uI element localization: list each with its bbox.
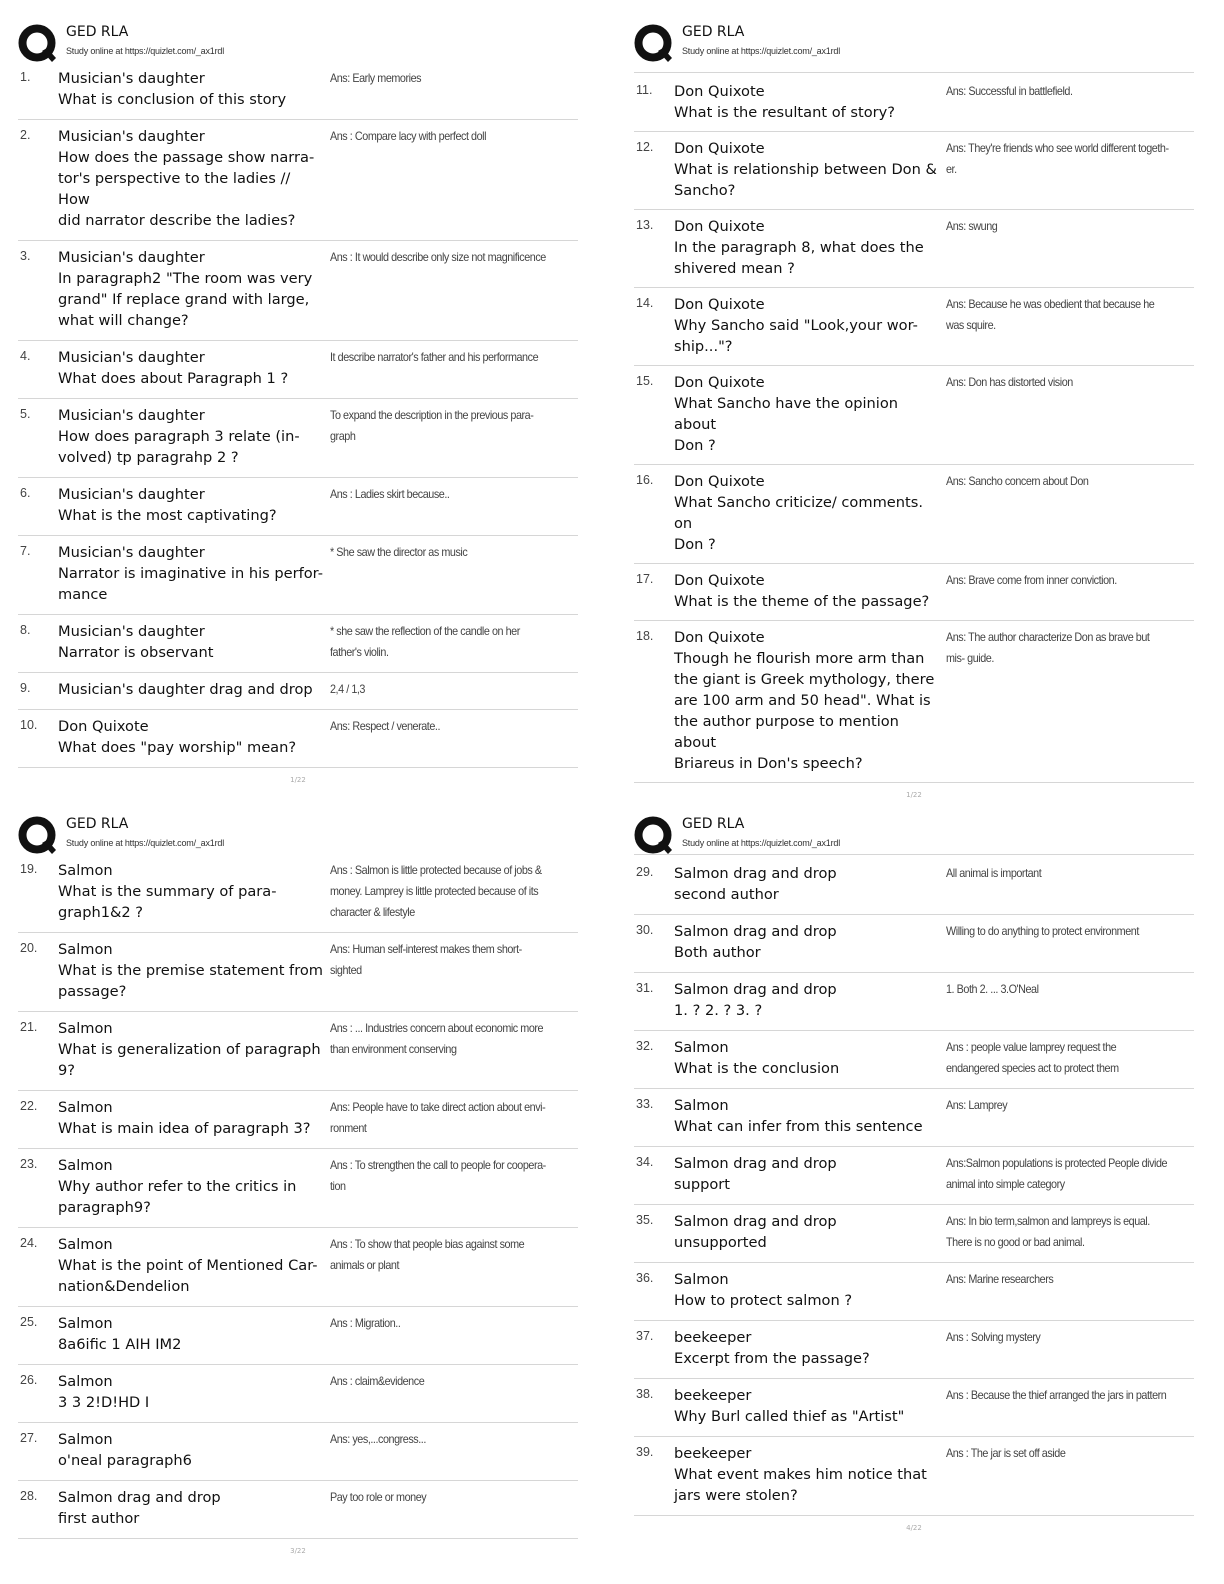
card-term (58, 1371, 330, 1413)
term-line: tor's perspective to the ladies // How (58, 170, 291, 208)
study-online-link[interactable]: Study online at https://quizlet.com/_ax1rdl (66, 46, 224, 56)
card-definition: Ans:Salmon populations is protected People divide animal into simple category (946, 1156, 1168, 1191)
term-line: did narrator describe the ladies? (58, 212, 296, 229)
term-line: the giant is Greek mythology, there (674, 671, 935, 688)
card-term (58, 405, 330, 468)
term-line: 3 3 2!D!HD I (58, 1394, 150, 1411)
page-number: 1/22 (906, 791, 922, 799)
term-line: Why Burl called thief as "Artist" (674, 1408, 905, 1425)
page-4 (634, 812, 1194, 1532)
flashcard-row (18, 1365, 578, 1423)
term-line: beekeeper (674, 1387, 752, 1404)
term-line: Salmon (58, 941, 113, 958)
card-definition: Ans: They're friends who see world different togeth- er. (946, 141, 1169, 176)
card-definition: Ans: Respect / venerate.. (330, 719, 441, 733)
card-term (58, 939, 330, 1002)
card-number: 23. (20, 1157, 38, 1171)
card-term (58, 1018, 330, 1081)
flashcard-row (634, 1263, 1194, 1321)
card-term (674, 1443, 946, 1506)
card-number: 31. (636, 981, 654, 995)
card-term (674, 979, 946, 1021)
term-line: What does about Paragraph 1 ? (58, 370, 289, 387)
card-definition: Ans : ... Industries concern about economic more than environment conserving (330, 1021, 544, 1056)
page-number: 1/22 (290, 776, 306, 784)
card-number: 7. (20, 544, 31, 558)
flashcard-row (634, 288, 1194, 366)
term-line: Musician's daughter (58, 544, 205, 561)
term-line: Briareus in Don's speech? (674, 755, 863, 772)
card-definition: Ans: Lamprey (946, 1098, 1008, 1112)
card-definition: Ans: Because he was obedient that because he was squire. (946, 297, 1155, 332)
term-line: 8a6ific 1 AIH IM2 (58, 1336, 182, 1353)
flashcard-list (634, 854, 1194, 1516)
flashcard-row (18, 1481, 578, 1539)
flashcard-row (634, 1321, 1194, 1379)
card-term (58, 1487, 330, 1529)
card-term (674, 216, 946, 279)
term-line: shivered mean ? (674, 260, 795, 277)
term-line: 9? (58, 1062, 76, 1079)
term-line: Don Quixote (674, 296, 765, 313)
page-number: 3/22 (290, 1547, 306, 1555)
term-line: Musician's daughter (58, 249, 205, 266)
card-definition: Ans: In bio term,salmon and lampreys is equal. There is no good or bad animal. (946, 1214, 1150, 1249)
card-number: 37. (636, 1329, 654, 1343)
term-line: Salmon drag and drop (674, 981, 837, 998)
term-line: paragraph9? (58, 1199, 151, 1216)
card-definition: Ans : Salmon is little protected because of jobs & money. Lamprey is little protected because of its character & lifestyle (330, 863, 542, 919)
term-line: What is the theme of the passage? (674, 593, 930, 610)
term-line: What is the summary of para- (58, 883, 277, 900)
card-term (674, 863, 946, 905)
card-number: 8. (20, 623, 31, 637)
flashcard-row (634, 915, 1194, 973)
flashcard-row (18, 478, 578, 536)
card-definition: Ans : Migration.. (330, 1316, 401, 1330)
card-term (674, 1211, 946, 1253)
term-line: How does paragraph 3 relate (in- (58, 428, 300, 445)
card-term (58, 68, 330, 110)
card-number: 33. (636, 1097, 654, 1111)
term-line: Narrator is imaginative in his perfor- (58, 565, 324, 582)
term-line: 1. ? 2. ? 3. ? (674, 1002, 763, 1019)
page-2 (634, 20, 1194, 799)
flashcard-row (18, 536, 578, 615)
quizlet-logo-icon (18, 24, 56, 62)
term-line: Salmon drag and drop (674, 1155, 837, 1172)
term-line: Salmon (674, 1271, 729, 1288)
card-term (674, 138, 946, 201)
card-number: 18. (636, 629, 654, 643)
card-term (58, 126, 330, 231)
card-definition: 1. Both 2. ... 3.O'Neal (946, 982, 1039, 996)
flashcard-row (634, 210, 1194, 288)
flashcard-row (634, 366, 1194, 465)
card-term (674, 1037, 946, 1079)
card-term (58, 679, 330, 700)
card-definition: Ans: Marine researchers (946, 1272, 1054, 1286)
term-line: What event makes him notice that (674, 1466, 927, 1483)
card-term (674, 372, 946, 456)
term-line: Don Quixote (674, 218, 765, 235)
card-number: 30. (636, 923, 654, 937)
card-number: 27. (20, 1431, 38, 1445)
card-number: 4. (20, 349, 31, 363)
term-line: mance (58, 586, 108, 603)
card-definition: Ans: People have to take direct action about envi- ronment (330, 1100, 546, 1135)
flashcard-row (18, 852, 578, 933)
card-term (58, 860, 330, 923)
flashcard-row (634, 564, 1194, 621)
card-number: 13. (636, 218, 654, 232)
term-line: What is the point of Mentioned Car- (58, 1257, 318, 1274)
term-line: Salmon (58, 1431, 113, 1448)
term-line: Don ? (674, 437, 716, 454)
card-definition: Ans : Solving mystery (946, 1330, 1041, 1344)
card-term (58, 716, 330, 758)
card-number: 12. (636, 140, 654, 154)
term-line: Though he flourish more arm than (674, 650, 925, 667)
term-line: What is the resultant of story? (674, 104, 896, 121)
flashcard-row (634, 1089, 1194, 1147)
term-line: What can infer from this sentence (674, 1118, 923, 1135)
study-online-link[interactable]: Study online at https://quizlet.com/_ax1rdl (682, 838, 840, 848)
study-online-link[interactable]: Study online at https://quizlet.com/_ax1rdl (682, 46, 840, 56)
term-line: nation&Dendelion (58, 1278, 190, 1295)
flashcard-row (18, 241, 578, 341)
term-line: support (674, 1176, 731, 1193)
flashcard-list (634, 72, 1194, 783)
quizlet-logo-icon (18, 816, 56, 854)
card-term (674, 294, 946, 357)
term-line: Salmon (58, 1020, 113, 1037)
term-line: What is the most captivating? (58, 507, 277, 524)
flashcard-row (634, 132, 1194, 210)
card-definition: * She saw the director as music (330, 545, 468, 559)
card-term (58, 1097, 330, 1139)
set-title: GED RLA (66, 24, 129, 40)
flashcard-row (634, 465, 1194, 564)
card-definition: Ans : The jar is set off aside (946, 1446, 1066, 1460)
term-line: Don Quixote (674, 572, 765, 589)
card-term (674, 1327, 946, 1369)
card-definition: Ans : Because the thief arranged the jars in pattern (946, 1388, 1167, 1402)
term-line: How to protect salmon ? (674, 1292, 853, 1309)
term-line: What is relationship between Don & (674, 161, 937, 178)
flashcard-row (18, 1012, 578, 1091)
term-line: Both author (674, 944, 761, 961)
card-number: 34. (636, 1155, 654, 1169)
term-line: Musician's daughter (58, 623, 205, 640)
page-header (634, 20, 1194, 60)
term-line: o'neal paragraph6 (58, 1452, 192, 1469)
card-definition: Ans : people value lamprey request the endangered species act to protect them (946, 1040, 1119, 1075)
card-definition: * she saw the reflection of the candle on her father's violin. (330, 624, 520, 659)
term-line: Narrator is observant (58, 644, 214, 661)
term-line: What Sancho criticize/ comments. on (674, 494, 923, 532)
card-term (674, 471, 946, 555)
card-number: 22. (20, 1099, 38, 1113)
flashcard-row (634, 73, 1194, 132)
card-definition: Ans : Compare lacy with perfect doll (330, 129, 487, 143)
term-line: beekeeper (674, 1329, 752, 1346)
card-number: 6. (20, 486, 31, 500)
card-definition: 2,4 / 1,3 (330, 682, 365, 696)
card-term (674, 1385, 946, 1427)
term-line: beekeeper (674, 1445, 752, 1462)
flashcard-row (634, 855, 1194, 915)
flashcard-row (18, 933, 578, 1012)
card-definition: Ans: Don has distorted vision (946, 375, 1073, 389)
page-header (634, 812, 1194, 852)
term-line: Musician's daughter (58, 486, 205, 503)
card-term (674, 81, 946, 123)
term-line: Salmon (58, 1099, 113, 1116)
term-line: passage? (58, 983, 127, 1000)
card-number: 17. (636, 572, 654, 586)
term-line: Salmon (58, 1373, 113, 1390)
card-number: 19. (20, 862, 38, 876)
card-definition: Ans: The author characterize Don as brave but mis- guide. (946, 630, 1150, 665)
term-line: Musician's daughter (58, 407, 205, 424)
flashcard-row (18, 1091, 578, 1149)
term-line: the author purpose to mention about (674, 713, 899, 751)
term-line: grand" If replace grand with large, (58, 291, 310, 308)
card-term (674, 570, 946, 612)
term-line: What is main idea of paragraph 3? (58, 1120, 311, 1137)
card-term (674, 1153, 946, 1195)
flashcard-row (18, 615, 578, 673)
term-line: Musician's daughter (58, 128, 205, 145)
card-number: 35. (636, 1213, 654, 1227)
term-line: What is generalization of paragraph (58, 1041, 321, 1058)
term-line: Don Quixote (674, 629, 765, 646)
flashcard-row (18, 673, 578, 710)
card-number: 39. (636, 1445, 654, 1459)
card-term (674, 627, 946, 774)
card-definition: To expand the description in the previous para- graph (330, 408, 534, 443)
flashcard-row (634, 1031, 1194, 1089)
term-line: Don ? (674, 536, 716, 553)
card-number: 5. (20, 407, 31, 421)
card-term (58, 247, 330, 331)
card-definition: All animal is important (946, 866, 1042, 880)
card-number: 24. (20, 1236, 38, 1250)
set-title: GED RLA (66, 816, 129, 832)
flashcard-row (634, 621, 1194, 783)
set-title: GED RLA (682, 24, 745, 40)
card-term (58, 1429, 330, 1471)
set-title: GED RLA (682, 816, 745, 832)
flashcard-row (18, 1228, 578, 1307)
term-line: Don Quixote (674, 374, 765, 391)
page-number: 4/22 (906, 1524, 922, 1532)
term-line: In paragraph2 "The room was very (58, 270, 313, 287)
term-line: What is the conclusion (674, 1060, 840, 1077)
card-term (58, 1313, 330, 1355)
card-number: 14. (636, 296, 654, 310)
flashcard-row (18, 341, 578, 399)
term-line: Don Quixote (674, 140, 765, 157)
card-term (58, 1155, 330, 1218)
term-line: are 100 arm and 50 head". What is (674, 692, 931, 709)
card-number: 10. (20, 718, 38, 732)
flashcard-row (634, 1147, 1194, 1205)
term-line: first author (58, 1510, 140, 1527)
card-definition: Ans: Sancho concern about Don (946, 474, 1089, 488)
card-term (674, 921, 946, 963)
term-line: What is the premise statement from (58, 962, 324, 979)
card-definition: It describe narrator's father and his performance (330, 350, 539, 364)
card-term (58, 542, 330, 605)
term-line: Salmon (674, 1097, 729, 1114)
card-number: 1. (20, 70, 31, 84)
card-definition: Ans : claim&evidence (330, 1374, 425, 1388)
term-line: Salmon (58, 1315, 113, 1332)
card-term (58, 621, 330, 663)
card-term (674, 1095, 946, 1137)
flashcard-row (18, 1307, 578, 1365)
term-line: Excerpt from the passage? (674, 1350, 870, 1367)
term-line: Salmon (58, 1236, 113, 1253)
term-line: How does the passage show narra- (58, 149, 315, 166)
term-line: jars were stolen? (674, 1487, 798, 1504)
card-number: 9. (20, 681, 31, 695)
term-line: Don Quixote (674, 83, 765, 100)
term-line: Salmon drag and drop (674, 865, 837, 882)
flashcard-list (18, 60, 578, 768)
card-definition: Ans : To show that people bias against some animals or plant (330, 1237, 525, 1272)
term-line: Musician's daughter drag and drop (58, 681, 313, 698)
term-line: What does "pay worship" mean? (58, 739, 297, 756)
card-number: 25. (20, 1315, 38, 1329)
page-1 (18, 20, 578, 784)
term-line: Musician's daughter (58, 349, 205, 366)
term-line: Salmon drag and drop (674, 1213, 837, 1230)
card-number: 21. (20, 1020, 38, 1034)
study-online-link[interactable]: Study online at https://quizlet.com/_ax1rdl (66, 838, 224, 848)
flashcard-row (634, 1437, 1194, 1516)
term-line: second author (674, 886, 779, 903)
card-definition: Ans : Ladies skirt because.. (330, 487, 450, 501)
term-line: unsupported (674, 1234, 767, 1251)
card-term (58, 347, 330, 389)
card-number: 3. (20, 249, 31, 263)
term-line: Don Quixote (674, 473, 765, 490)
page-header (18, 20, 578, 60)
card-term (58, 1234, 330, 1297)
card-number: 32. (636, 1039, 654, 1053)
flashcard-row (18, 710, 578, 768)
card-number: 38. (636, 1387, 654, 1401)
term-line: Salmon drag and drop (674, 923, 837, 940)
term-line: What Sancho have the opinion about (674, 395, 899, 433)
card-definition: Ans: Brave come from inner conviction. (946, 573, 1117, 587)
flashcard-row (634, 973, 1194, 1031)
card-definition: Ans: yes,...congress... (330, 1432, 426, 1446)
card-definition: Ans : To strengthen the call to people for coopera- tion (330, 1158, 546, 1193)
term-line: What is conclusion of this story (58, 91, 287, 108)
term-line: ship..."? (674, 338, 733, 355)
quizlet-logo-icon (634, 24, 672, 62)
page-header (18, 812, 578, 852)
term-line: what will change? (58, 312, 189, 329)
term-line: Why author refer to the critics in (58, 1178, 297, 1195)
card-number: 26. (20, 1373, 38, 1387)
card-number: 15. (636, 374, 654, 388)
card-number: 20. (20, 941, 38, 955)
page-3 (18, 812, 578, 1555)
card-number: 29. (636, 865, 654, 879)
card-term (58, 484, 330, 526)
term-line: Salmon (58, 1157, 113, 1174)
card-definition: Ans: Successful in battlefield. (946, 84, 1073, 98)
flashcard-row (18, 60, 578, 120)
card-number: 11. (636, 83, 653, 97)
card-definition: Ans: swung (946, 219, 998, 233)
term-line: Why Sancho said "Look,your wor- (674, 317, 918, 334)
term-line: Sancho? (674, 182, 736, 199)
card-number: 2. (20, 128, 31, 142)
term-line: Salmon drag and drop (58, 1489, 221, 1506)
card-definition: Willing to do anything to protect environment (946, 924, 1139, 938)
card-term (674, 1269, 946, 1311)
term-line: Salmon (674, 1039, 729, 1056)
card-definition: Ans: Early memories (330, 71, 422, 85)
flashcard-list (18, 852, 578, 1539)
card-definition: Ans: Human self-interest makes them short-sighted (330, 942, 522, 977)
flashcard-row (18, 399, 578, 478)
term-line: Musician's daughter (58, 70, 205, 87)
card-number: 28. (20, 1489, 38, 1503)
card-number: 16. (636, 473, 654, 487)
flashcard-row (18, 1149, 578, 1228)
flashcard-row (18, 120, 578, 241)
term-line: graph1&2 ? (58, 904, 144, 921)
card-number: 36. (636, 1271, 654, 1285)
term-line: Don Quixote (58, 718, 149, 735)
flashcard-row (634, 1205, 1194, 1263)
card-definition: Ans : It would describe only size not magnificence (330, 250, 546, 264)
flashcard-row (634, 1379, 1194, 1437)
quizlet-logo-icon (634, 816, 672, 854)
term-line: Salmon (58, 862, 113, 879)
card-definition: Pay too role or money (330, 1490, 427, 1504)
term-line: In the paragraph 8, what does the (674, 239, 924, 256)
flashcard-row (18, 1423, 578, 1481)
term-line: volved) tp paragrahp 2 ? (58, 449, 239, 466)
